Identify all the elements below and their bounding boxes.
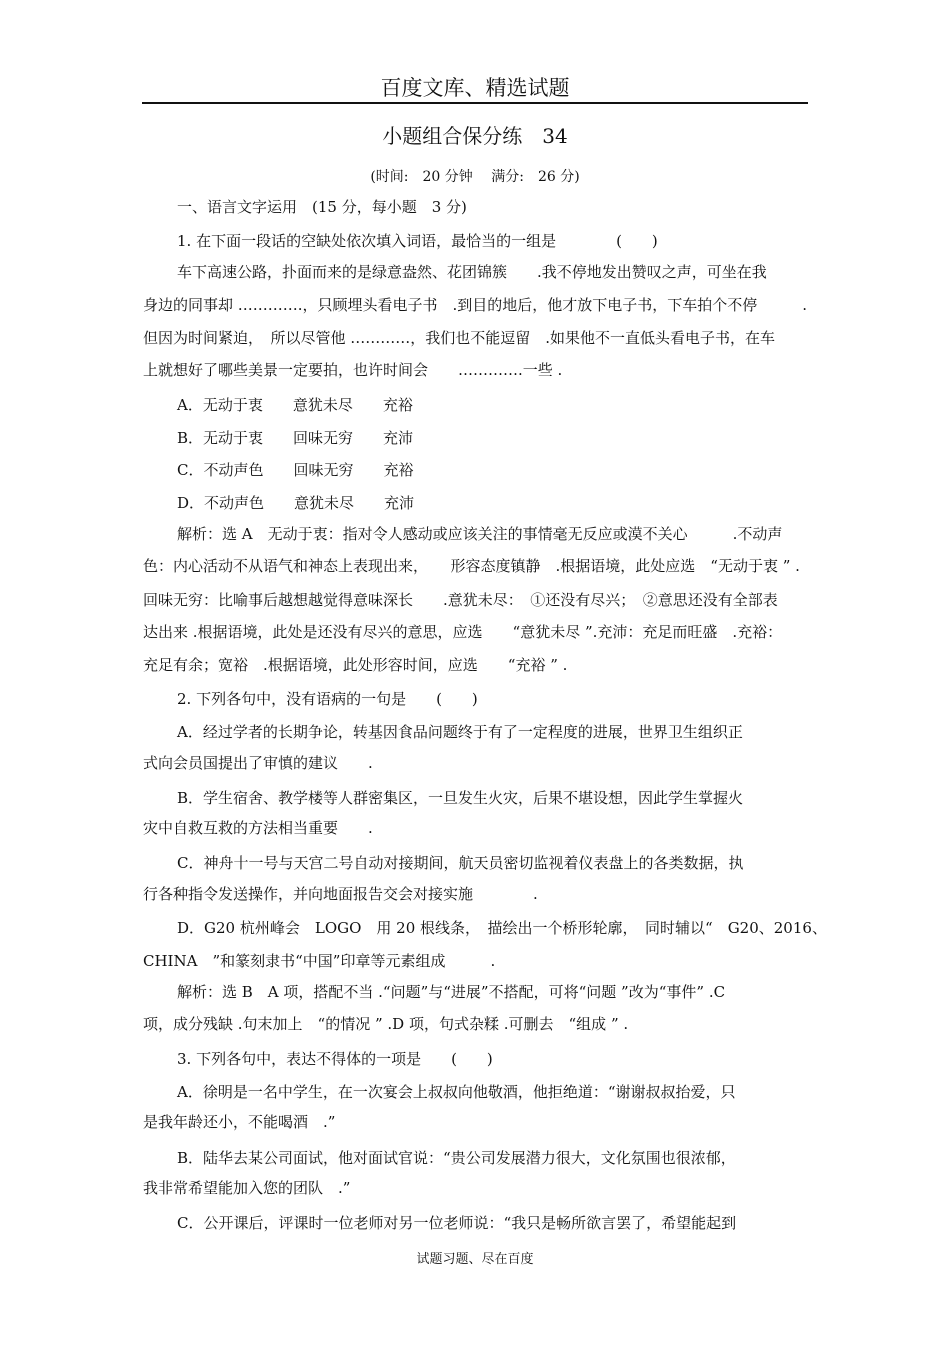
- page-title: 小题组合保分练 34: [382, 124, 568, 148]
- answer-explanation: 解析：选 A 无动于衷：指对令人感动或应该关注的事情毫无反应或漠不关心 .不动声: [177, 525, 783, 543]
- answer-explanation: 达出来 .根据语境，此处是还没有尽兴的意思，应选 “意犹未尽 ”.充沛：充足而旺盛 .充裕：: [143, 623, 783, 641]
- question-3: 3. 下列各句中，表达不得体的一项是 ( ): [177, 1050, 493, 1068]
- answer-explanation: 充足有余；宽裕 .根据语境，此处形容时间，应选 “充裕 ” .: [143, 656, 568, 674]
- option: A．无动于衷 意犹未尽 充裕: [177, 396, 413, 414]
- option: 我非常希望能加入您的团队 .”: [143, 1179, 351, 1197]
- answer-explanation: 色：内心活动不从语气和神态上表现出来， 形容态度镇静 .根据语境，此处应选 “无动于衷 ” .: [143, 557, 800, 575]
- footer-text: 试题习题、尽在百度: [416, 1252, 534, 1267]
- option: C．公开课后，评课时一位老师对另一位老师说：“我只是畅所欲言罢了，希望能起到: [177, 1214, 737, 1232]
- header-title: 百度文库、精选试题: [380, 76, 570, 100]
- option: D．不动声色 意犹未尽 充沛: [177, 494, 415, 512]
- option: B．陆华去某公司面试，他对面试官说：“贵公司发展潜力很大，文化氛围也很浓郁，: [177, 1149, 736, 1167]
- option: CHINA ”和篆刻隶书“中国”印章等元素组成 .: [143, 952, 496, 970]
- option: C．神舟十一号与天宫二号自动对接期间，航天员密切监视着仪表盘上的各类数据，执: [177, 854, 744, 872]
- option: C．不动声色 回味无穷 充裕: [177, 461, 414, 479]
- question-text: 但因为时间紧迫， 所以尽管他 …………，我们也不能逗留 .如果他不一直低头看电子书，在车: [143, 329, 776, 347]
- answer-explanation: 解析：选 B A 项，搭配不当 .“问题”与“进展”不搭配，可将“问题 ”改为“事件” .C: [177, 983, 726, 1001]
- option: 行各种指令发送操作，并向地面报告交会对接实施 .: [143, 885, 538, 903]
- question-text: 车下高速公路，扑面而来的是绿意盎然、花团锦簇 .我不停地发出赞叹之声，可坐在我: [177, 263, 767, 281]
- option: B．无动于衷 回味无穷 充沛: [177, 429, 414, 447]
- section-heading: 一、语言文字运用 (15 分，每小题 3 分): [177, 198, 467, 216]
- option: 式向会员国提出了审慎的建议 .: [143, 754, 373, 772]
- question-text: 上就想好了哪些美景一定要拍，也许时间会 ………….一些 .: [143, 361, 563, 379]
- answer-explanation: 回味无穷：比喻事后越想越觉得意味深长 .意犹未尽： ①还没有尽兴； ②意思还没有全部表: [143, 591, 778, 609]
- question-2: 2. 下列各句中，没有语病的一句是 ( ): [177, 690, 478, 708]
- option: D．G20 杭州峰会 LOGO 用 20 根线条， 描绘出一个桥形轮廓， 同时辅以“ G20、2016、: [177, 919, 827, 937]
- option: A．徐明是一名中学生，在一次宴会上叔叔向他敬酒，他拒绝道：“谢谢叔叔抬爱，只: [177, 1083, 736, 1101]
- option: B．学生宿舍、教学楼等人群密集区，一旦发生火灾，后果不堪设想，因此学生掌握火: [177, 789, 744, 807]
- answer-explanation: 项，成分残缺 .句末加上 “的情况 ” .D 项，句式杂糅 .可删去 “组成 ” .: [143, 1015, 629, 1033]
- header-divider: [142, 102, 808, 104]
- exam-meta: (时间: 20 分钟 满分: 26 分): [370, 169, 580, 185]
- option: A．经过学者的长期争论，转基因食品问题终于有了一定程度的进展，世界卫生组织正: [177, 723, 743, 741]
- question-text: 身边的同事却 ………….，只顾埋头看电子书 .到目的地后，他才放下电子书，下车拍个不停 .: [143, 296, 808, 314]
- option: 灾中自救互救的方法相当重要 .: [143, 819, 373, 837]
- option: 是我年龄还小，不能喝酒 .”: [143, 1113, 336, 1131]
- question-1: 1. 在下面一段话的空缺处依次填入词语，最恰当的一组是 ( ): [177, 232, 658, 250]
